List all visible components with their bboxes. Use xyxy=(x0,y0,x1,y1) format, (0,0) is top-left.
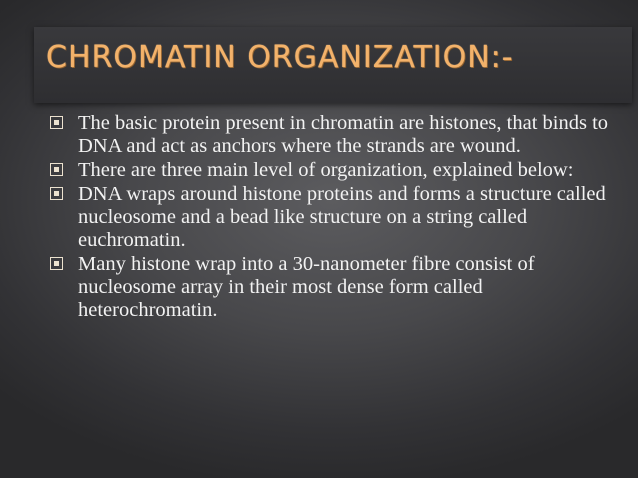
bullet-text: There are three main level of organization, explained below: xyxy=(78,159,574,181)
slide-title: CHROMATIN ORGANIZATION:- xyxy=(46,40,514,75)
bullet-list xyxy=(50,112,610,322)
bullet-text: DNA wraps around histone proteins and forms a structure called nucleosome and a bead like structure on a string called euchromatin. xyxy=(78,183,606,251)
square-bullet-icon xyxy=(50,116,63,129)
bullet-item xyxy=(50,159,610,182)
square-bullet-icon xyxy=(50,257,63,270)
bullet-text: The basic protein present in chromatin are histones, that binds to DNA and act as anchors where the strands are wound. xyxy=(78,112,609,157)
bullet-item xyxy=(50,112,610,158)
bullet-item xyxy=(50,183,610,252)
bullet-text: Many histone wrap into a 30-nanometer fibre consist of nucleosome array in their most dense form called heterochromatin. xyxy=(78,253,535,321)
bullet-item xyxy=(50,253,610,322)
square-bullet-icon xyxy=(50,163,63,176)
square-bullet-icon xyxy=(50,187,63,200)
